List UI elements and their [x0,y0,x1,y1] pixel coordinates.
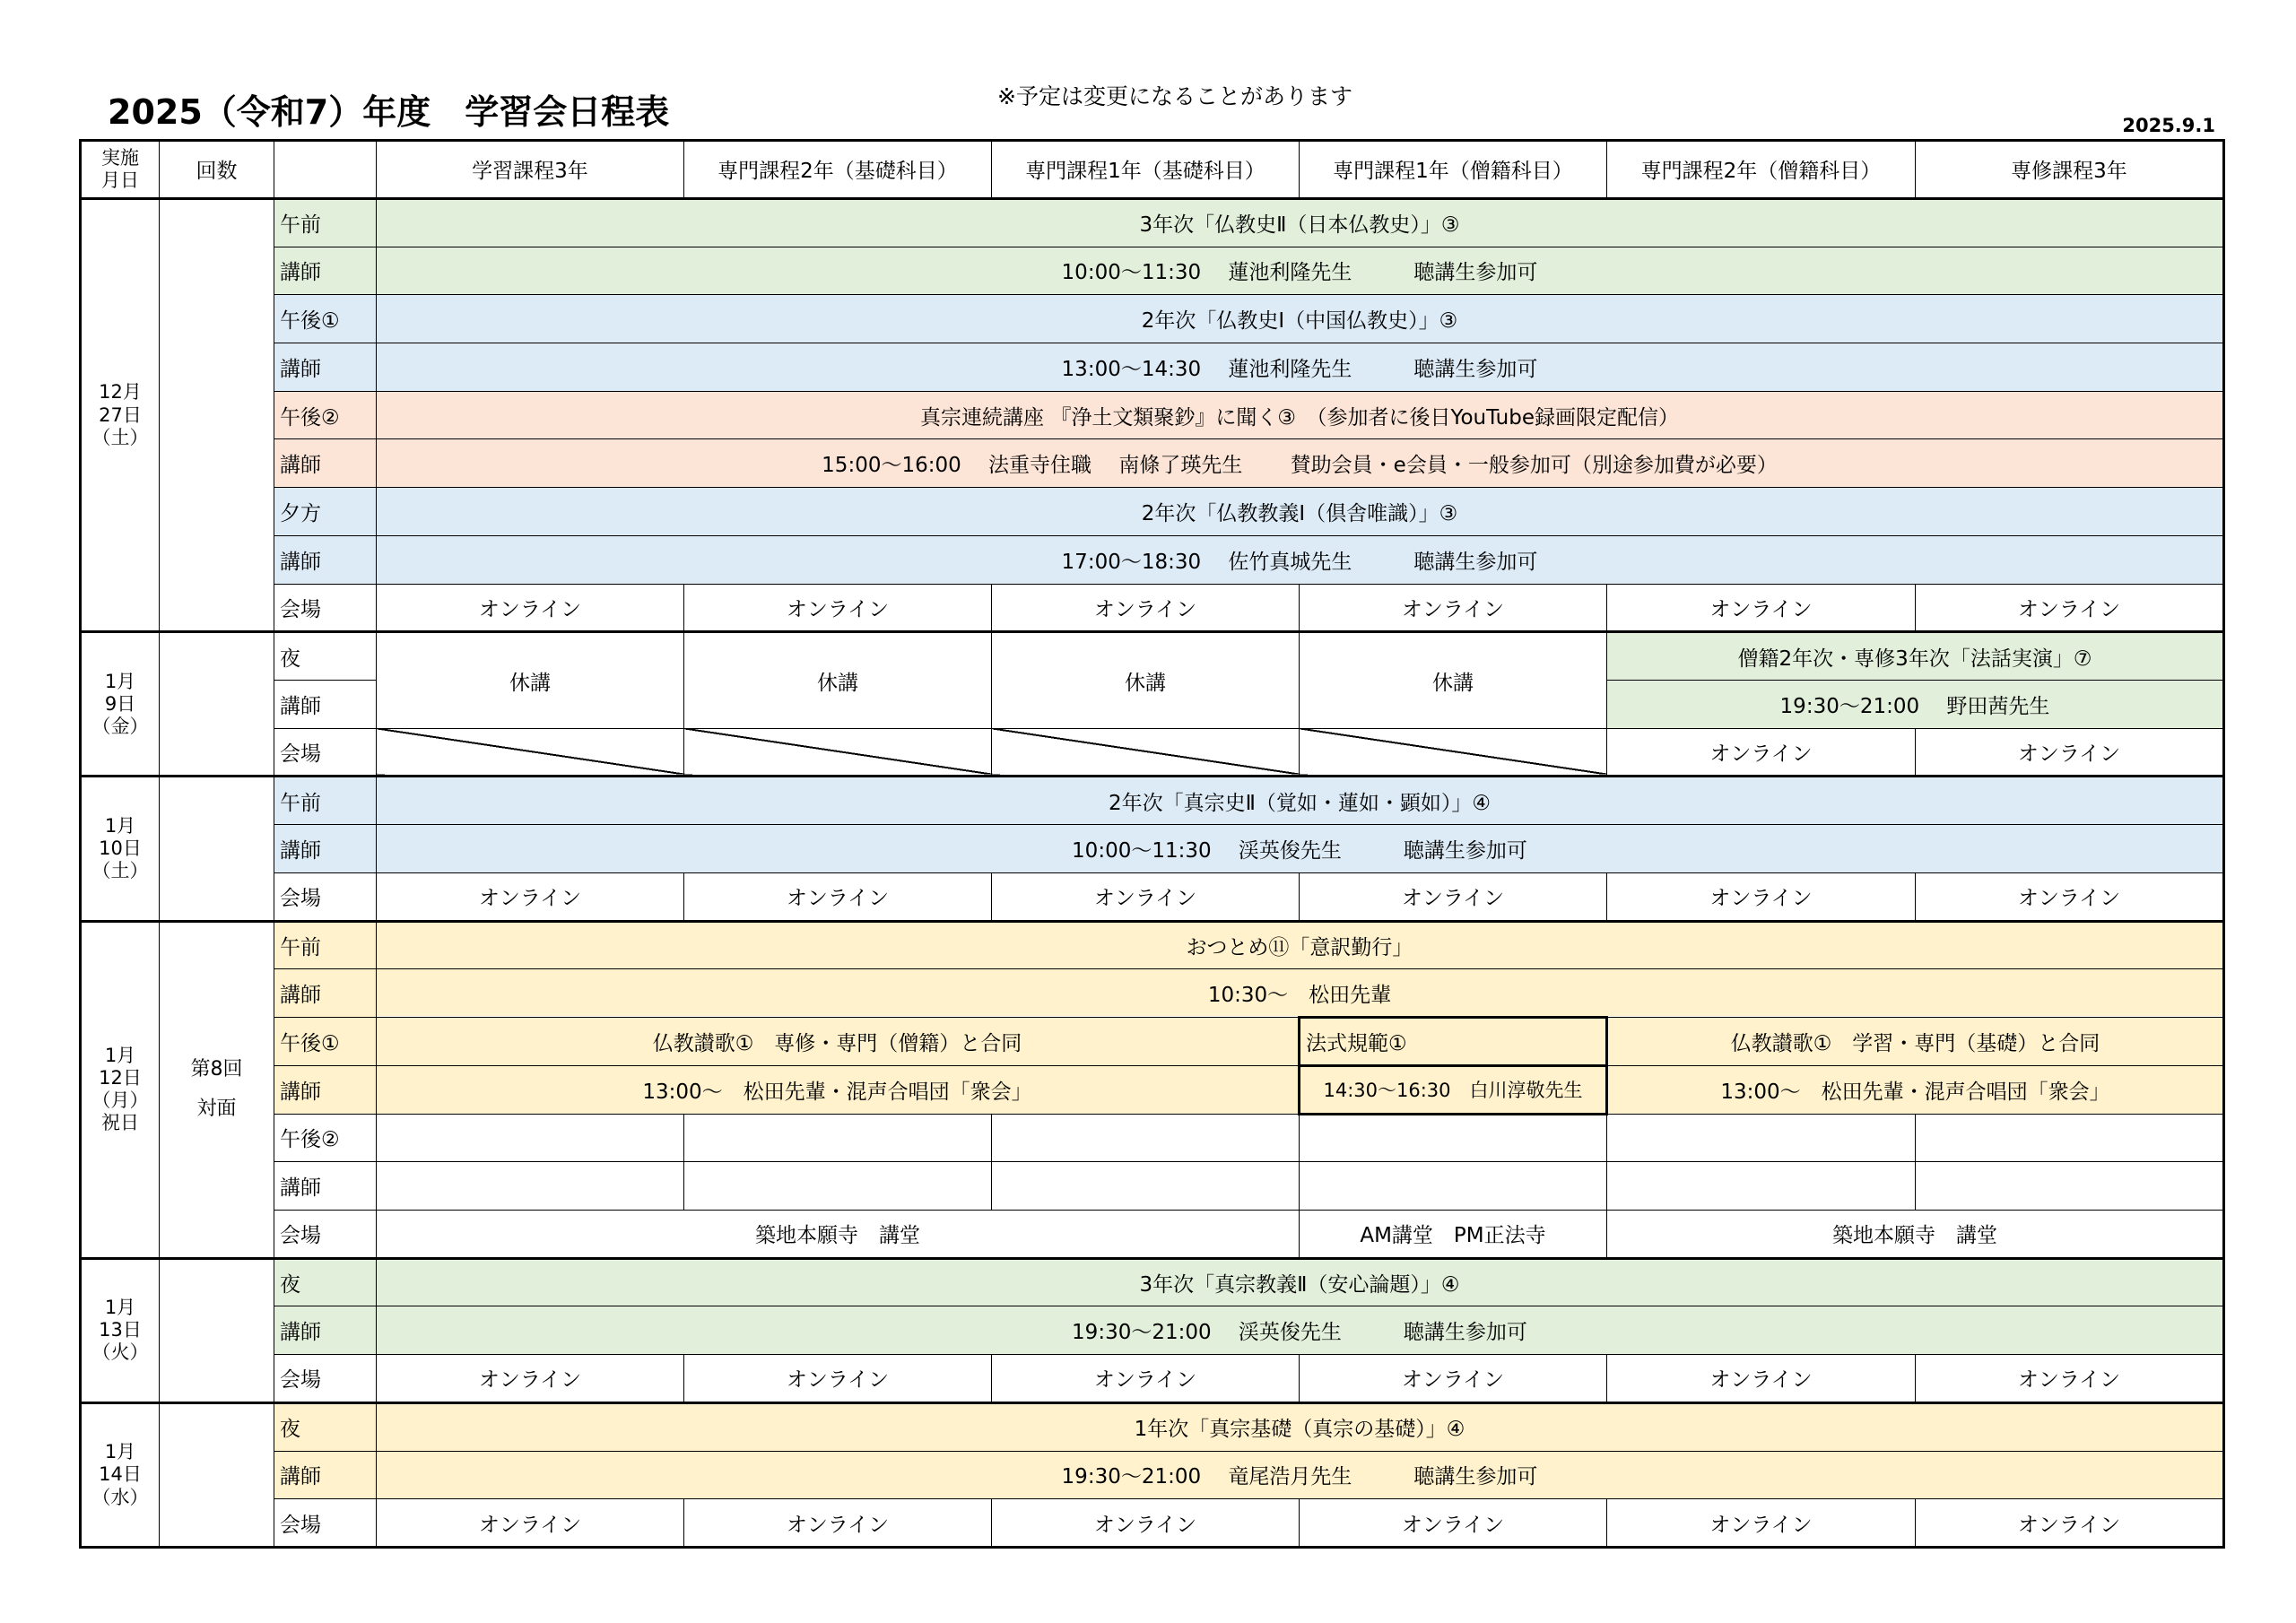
venue-cell: オンライン [684,1355,992,1403]
empty-venue-cell [684,728,992,777]
round-cell: 第8回 対面 [160,921,274,1258]
slot-label: 講師 [274,1162,377,1211]
slot-label: 会場 [274,1499,377,1548]
slot-label: 午前 [274,921,377,969]
venue-cell: オンライン [1607,1499,1916,1548]
venue-cell: オンライン [992,1499,1300,1548]
slot-label: 講師 [274,535,377,584]
lecture-title: 2年次「仏教史Ⅰ（中国仏教史）」③ [377,295,2224,343]
lecture-title: 2年次「真宗史Ⅱ（覚如・蓮如・顕如）」④ [377,777,2224,825]
venue-cell: オンライン [377,872,684,921]
venue-cell: オンライン [684,1499,992,1548]
slot-label: 夜 [274,1402,377,1451]
slot-label: 講師 [274,343,377,392]
empty-cell [1607,1114,1916,1162]
slot-label: 講師 [274,439,377,488]
venue-cell: オンライン [1300,872,1607,921]
round-cell [160,198,274,631]
course-header: 学習課程3年 [377,141,684,199]
slot-label: 夜 [274,1258,377,1306]
slot-label: 会場 [274,1355,377,1403]
lecture-title: 僧籍2年次・専修3年次「法話実演」⑦ [1607,632,2224,681]
lecture-instructor: 13:00～14:30 蓮池利隆先生 聴講生参加可 [377,343,2224,392]
lecture-title: 仏教讃歌① 専修・専門（僧籍）と合同 [377,1018,1300,1066]
cancelled-cell: 休講 [1300,632,1607,728]
schedule-table [79,139,2225,1549]
slot-label: 会場 [274,872,377,921]
cancelled-cell: 休講 [684,632,992,728]
empty-cell [684,1114,992,1162]
venue-cell: オンライン [1607,728,1916,777]
lecture-title: 真宗連続講座 『浄土文類聚鈔』に聞く③ （参加者に後日YouTube録画限定配信） [377,391,2224,439]
empty-cell [1916,1162,2224,1211]
lecture-title: 2年次「仏教教義Ⅰ（倶舎唯識）」③ [377,488,2224,536]
lecture-title: 法式規範① [1300,1018,1607,1066]
slot-label: 夜 [274,632,377,681]
slot-label: 講師 [274,1065,377,1114]
venue-cell: オンライン [1916,872,2224,921]
venue-cell: AM講堂 PM正法寺 [1300,1210,1607,1258]
slot-label: 会場 [274,584,377,632]
day-block-0109 [81,632,2224,777]
venue-cell: オンライン [1607,1355,1916,1403]
lecture-title: 3年次「真宗教義Ⅱ（安心論題）」④ [377,1258,2224,1306]
round-cell [160,1402,274,1547]
slot-label: 講師 [274,1451,377,1499]
empty-cell [1300,1114,1607,1162]
lecture-instructor: 13:00～ 松田先輩・混声合唱団「衆会」 [377,1065,1300,1114]
round-column-header: 回数 [160,141,274,199]
slot-label: 午後① [274,1018,377,1066]
lecture-title: 3年次「仏教史Ⅱ（日本仏教史）」③ [377,198,2224,247]
lecture-instructor: 19:30～21:00 野田茜先生 [1607,681,2224,729]
empty-cell [992,1162,1300,1211]
course-header: 専修課程3年 [1916,141,2224,199]
venue-cell: 築地本願寺 講堂 [377,1210,1300,1258]
cancelled-cell: 休講 [992,632,1300,728]
slot-label: 講師 [274,825,377,873]
slot-label: 午前 [274,777,377,825]
date-cell: 1月 9日 （金） [81,632,160,777]
slot-label: 夕方 [274,488,377,536]
round-cell [160,632,274,777]
empty-cell [684,1162,992,1211]
slot-label: 午前 [274,198,377,247]
empty-venue-cell [992,728,1300,777]
slot-label: 午後② [274,391,377,439]
date-cell: 12月 27日 （土） [81,198,160,631]
venue-cell: オンライン [1607,872,1916,921]
date-column-header: 実施 月日 [81,141,160,199]
slot-label: 講師 [274,681,377,729]
empty-cell [992,1114,1300,1162]
lecture-instructor: 19:30～21:00 渓英俊先生 聴講生参加可 [377,1306,2224,1355]
header-row [81,141,2224,199]
slot-column-header [274,141,377,199]
venue-cell: オンライン [377,1355,684,1403]
course-header: 専門課程1年（僧籍科目） [1300,141,1607,199]
venue-cell: オンライン [684,584,992,632]
slot-label: 講師 [274,247,377,295]
day-block-0114 [81,1402,2224,1547]
date-cell: 1月 13日 （火） [81,1258,160,1402]
slot-label: 講師 [274,969,377,1018]
lecture-instructor: 10:00～11:30 蓮池利隆先生 聴講生参加可 [377,247,2224,295]
cancelled-cell: 休講 [377,632,684,728]
venue-cell: オンライン [1607,584,1916,632]
empty-cell [377,1162,684,1211]
venue-cell: 築地本願寺 講堂 [1607,1210,2224,1258]
venue-cell: オンライン [1916,1499,2224,1548]
lecture-instructor: 17:00～18:30 佐竹真城先生 聴講生参加可 [377,535,2224,584]
date-cell: 1月 10日 （土） [81,777,160,921]
empty-cell [1300,1162,1607,1211]
round-cell [160,1258,274,1402]
venue-cell: オンライン [992,1355,1300,1403]
day-block-1227 [81,198,2224,631]
empty-cell [1607,1162,1916,1211]
venue-cell: オンライン [992,584,1300,632]
course-header: 専門課程2年（基礎科目） [684,141,992,199]
venue-cell: オンライン [1916,728,2224,777]
slot-label: 午後① [274,295,377,343]
venue-cell: オンライン [1916,1355,2224,1403]
day-block-0113 [81,1258,2224,1402]
lecture-instructor: 10:30～ 松田先輩 [377,969,2224,1018]
slot-label: 会場 [274,728,377,777]
lecture-title: おつとめ⑪「意訳勤行」 [377,921,2224,969]
venue-cell: オンライン [377,1499,684,1548]
slot-label: 会場 [274,1210,377,1258]
course-header: 専門課程1年（基礎科目） [992,141,1300,199]
day-block-0112 [81,921,2224,1258]
venue-cell: オンライン [377,584,684,632]
empty-cell [377,1114,684,1162]
slot-label: 講師 [274,1306,377,1355]
round-cell [160,777,274,921]
schedule-change-note: ※予定は変更になることがあります [997,83,1352,109]
date-cell: 1月 12日 （月） 祝日 [81,921,160,1258]
venue-cell: オンライン [684,872,992,921]
date-cell: 1月 14日 （水） [81,1402,160,1547]
lecture-instructor: 10:00～11:30 渓英俊先生 聴講生参加可 [377,825,2224,873]
slot-label: 午後② [274,1114,377,1162]
venue-cell: オンライン [1300,1355,1607,1403]
empty-venue-cell [1300,728,1607,777]
lecture-instructor: 13:00～ 松田先輩・混声合唱団「衆会」 [1607,1065,2224,1114]
lecture-title: 仏教讃歌① 学習・専門（基礎）と合同 [1607,1018,2224,1066]
venue-cell: オンライン [1916,584,2224,632]
lecture-instructor: 19:30～21:00 竜尾浩月先生 聴講生参加可 [377,1451,2224,1499]
lecture-title: 1年次「真宗基礎（真宗の基礎）」④ [377,1402,2224,1451]
empty-cell [1916,1114,2224,1162]
venue-cell: オンライン [992,872,1300,921]
venue-cell: オンライン [1300,1499,1607,1548]
course-header: 専門課程2年（僧籍科目） [1607,141,1916,199]
venue-cell: オンライン [1300,584,1607,632]
lecture-instructor: 15:00～16:00 法重寺住職 南條了瑛先生 賛助会員・e会員・一般参加可（別途参加費が必要） [377,439,2224,488]
empty-venue-cell [377,728,684,777]
revision-date: 2025.9.1 [2122,115,2215,136]
page-title: 2025（令和7）年度 学習会日程表 [108,92,670,132]
day-block-0110 [81,777,2224,921]
lecture-instructor: 14:30～16:30 白川淳敬先生 [1300,1065,1607,1114]
